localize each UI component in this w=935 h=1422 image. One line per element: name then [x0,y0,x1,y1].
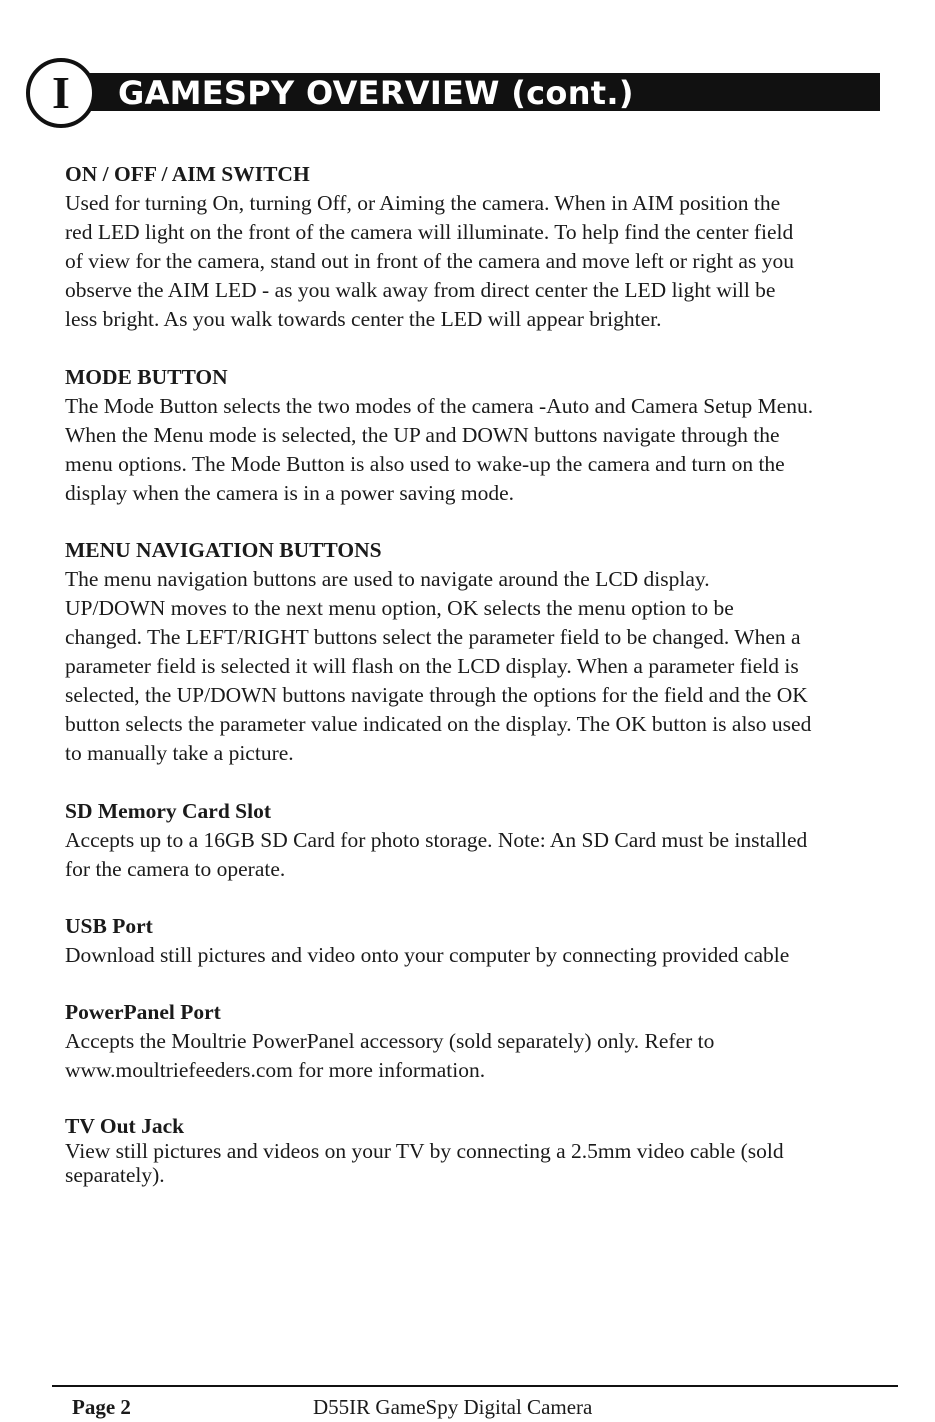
footer-divider [52,1385,898,1387]
section-line: The menu navigation buttons are used to navigate around the LCD display. [65,567,710,591]
section-line: to manually take a picture. [65,741,294,765]
section-line: Accepts the Moultrie PowerPanel accessory (sold separately) only. Refer to [65,1029,715,1053]
section-title: TV Out Jack [65,1114,185,1138]
section-title: MODE BUTTON [65,365,228,389]
section-line: parameter field is selected it will flash on the LCD display. When a parameter field is [65,654,799,678]
product-name: D55IR GameSpy Digital Camera [313,1395,593,1419]
section-line: changed. The LEFT/RIGHT buttons select the parameter field to be changed. When a [65,625,801,649]
section-line: observe the AIM LED - as you walk away from direct center the LED light will be [65,278,776,302]
section-line: www.moultriefeeders.com for more information. [65,1058,486,1082]
section-line: separately). [65,1163,165,1187]
section-line: for the camera to operate. [65,857,286,881]
section-line: menu options. The Mode Button is also used to wake-up the camera and turn on the [65,452,785,476]
section-line: red LED light on the front of the camera will illuminate. To help find the center field [65,220,794,244]
section-line: UP/DOWN moves to the next menu option, OK selects the menu option to be [65,596,734,620]
section-line: Download still pictures and video onto your computer by connecting provided cable [65,943,790,967]
section-tv-out-jack [65,1114,907,1188]
section-line: The Mode Button selects the two modes of the camera -Auto and Camera Setup Menu. [65,394,814,418]
section-title: SD Memory Card Slot [65,799,272,823]
section-line: selected, the UP/DOWN buttons navigate through the options for the field and the OK [65,683,808,707]
section-powerpanel-port [65,998,907,1114]
section-title: PowerPanel Port [65,1000,221,1024]
page-content [65,160,907,1188]
section-title: MENU NAVIGATION BUTTONS [65,538,382,562]
section-menu-navigation-buttons [65,536,907,797]
page-number: Page 2 [72,1395,131,1419]
section-line: View still pictures and videos on your TV by connecting a 2.5mm video cable (sold [65,1138,784,1163]
section-line: Accepts up to a 16GB SD Card for photo storage. Note: An SD Card must be installed [65,828,808,852]
page-header [26,58,880,130]
chapter-badge: I [26,58,96,128]
section-line: button selects the parameter value indicated on the display. The OK button is also used [65,712,812,736]
section-title: ON / OFF / AIM SWITCH [65,162,310,186]
section-usb-port [65,912,907,998]
section-line: of view for the camera, stand out in front of the camera and move left or right as you [65,249,794,273]
section-sd-memory-card-slot [65,797,907,912]
section-line: When the Menu mode is selected, the UP and DOWN buttons navigate through the [65,423,780,447]
section-line: Used for turning On, turning Off, or Aiming the camera. When in AIM position the [65,191,781,215]
section-title: USB Port [65,914,153,938]
page-title: GAMESPY OVERVIEW (cont.) [118,74,634,112]
section-on-off-aim-switch [65,160,907,363]
section-line: display when the camera is in a power saving mode. [65,481,514,505]
section-mode-button [65,363,907,536]
section-line: less bright. As you walk towards center the LED will appear brighter. [65,307,662,331]
